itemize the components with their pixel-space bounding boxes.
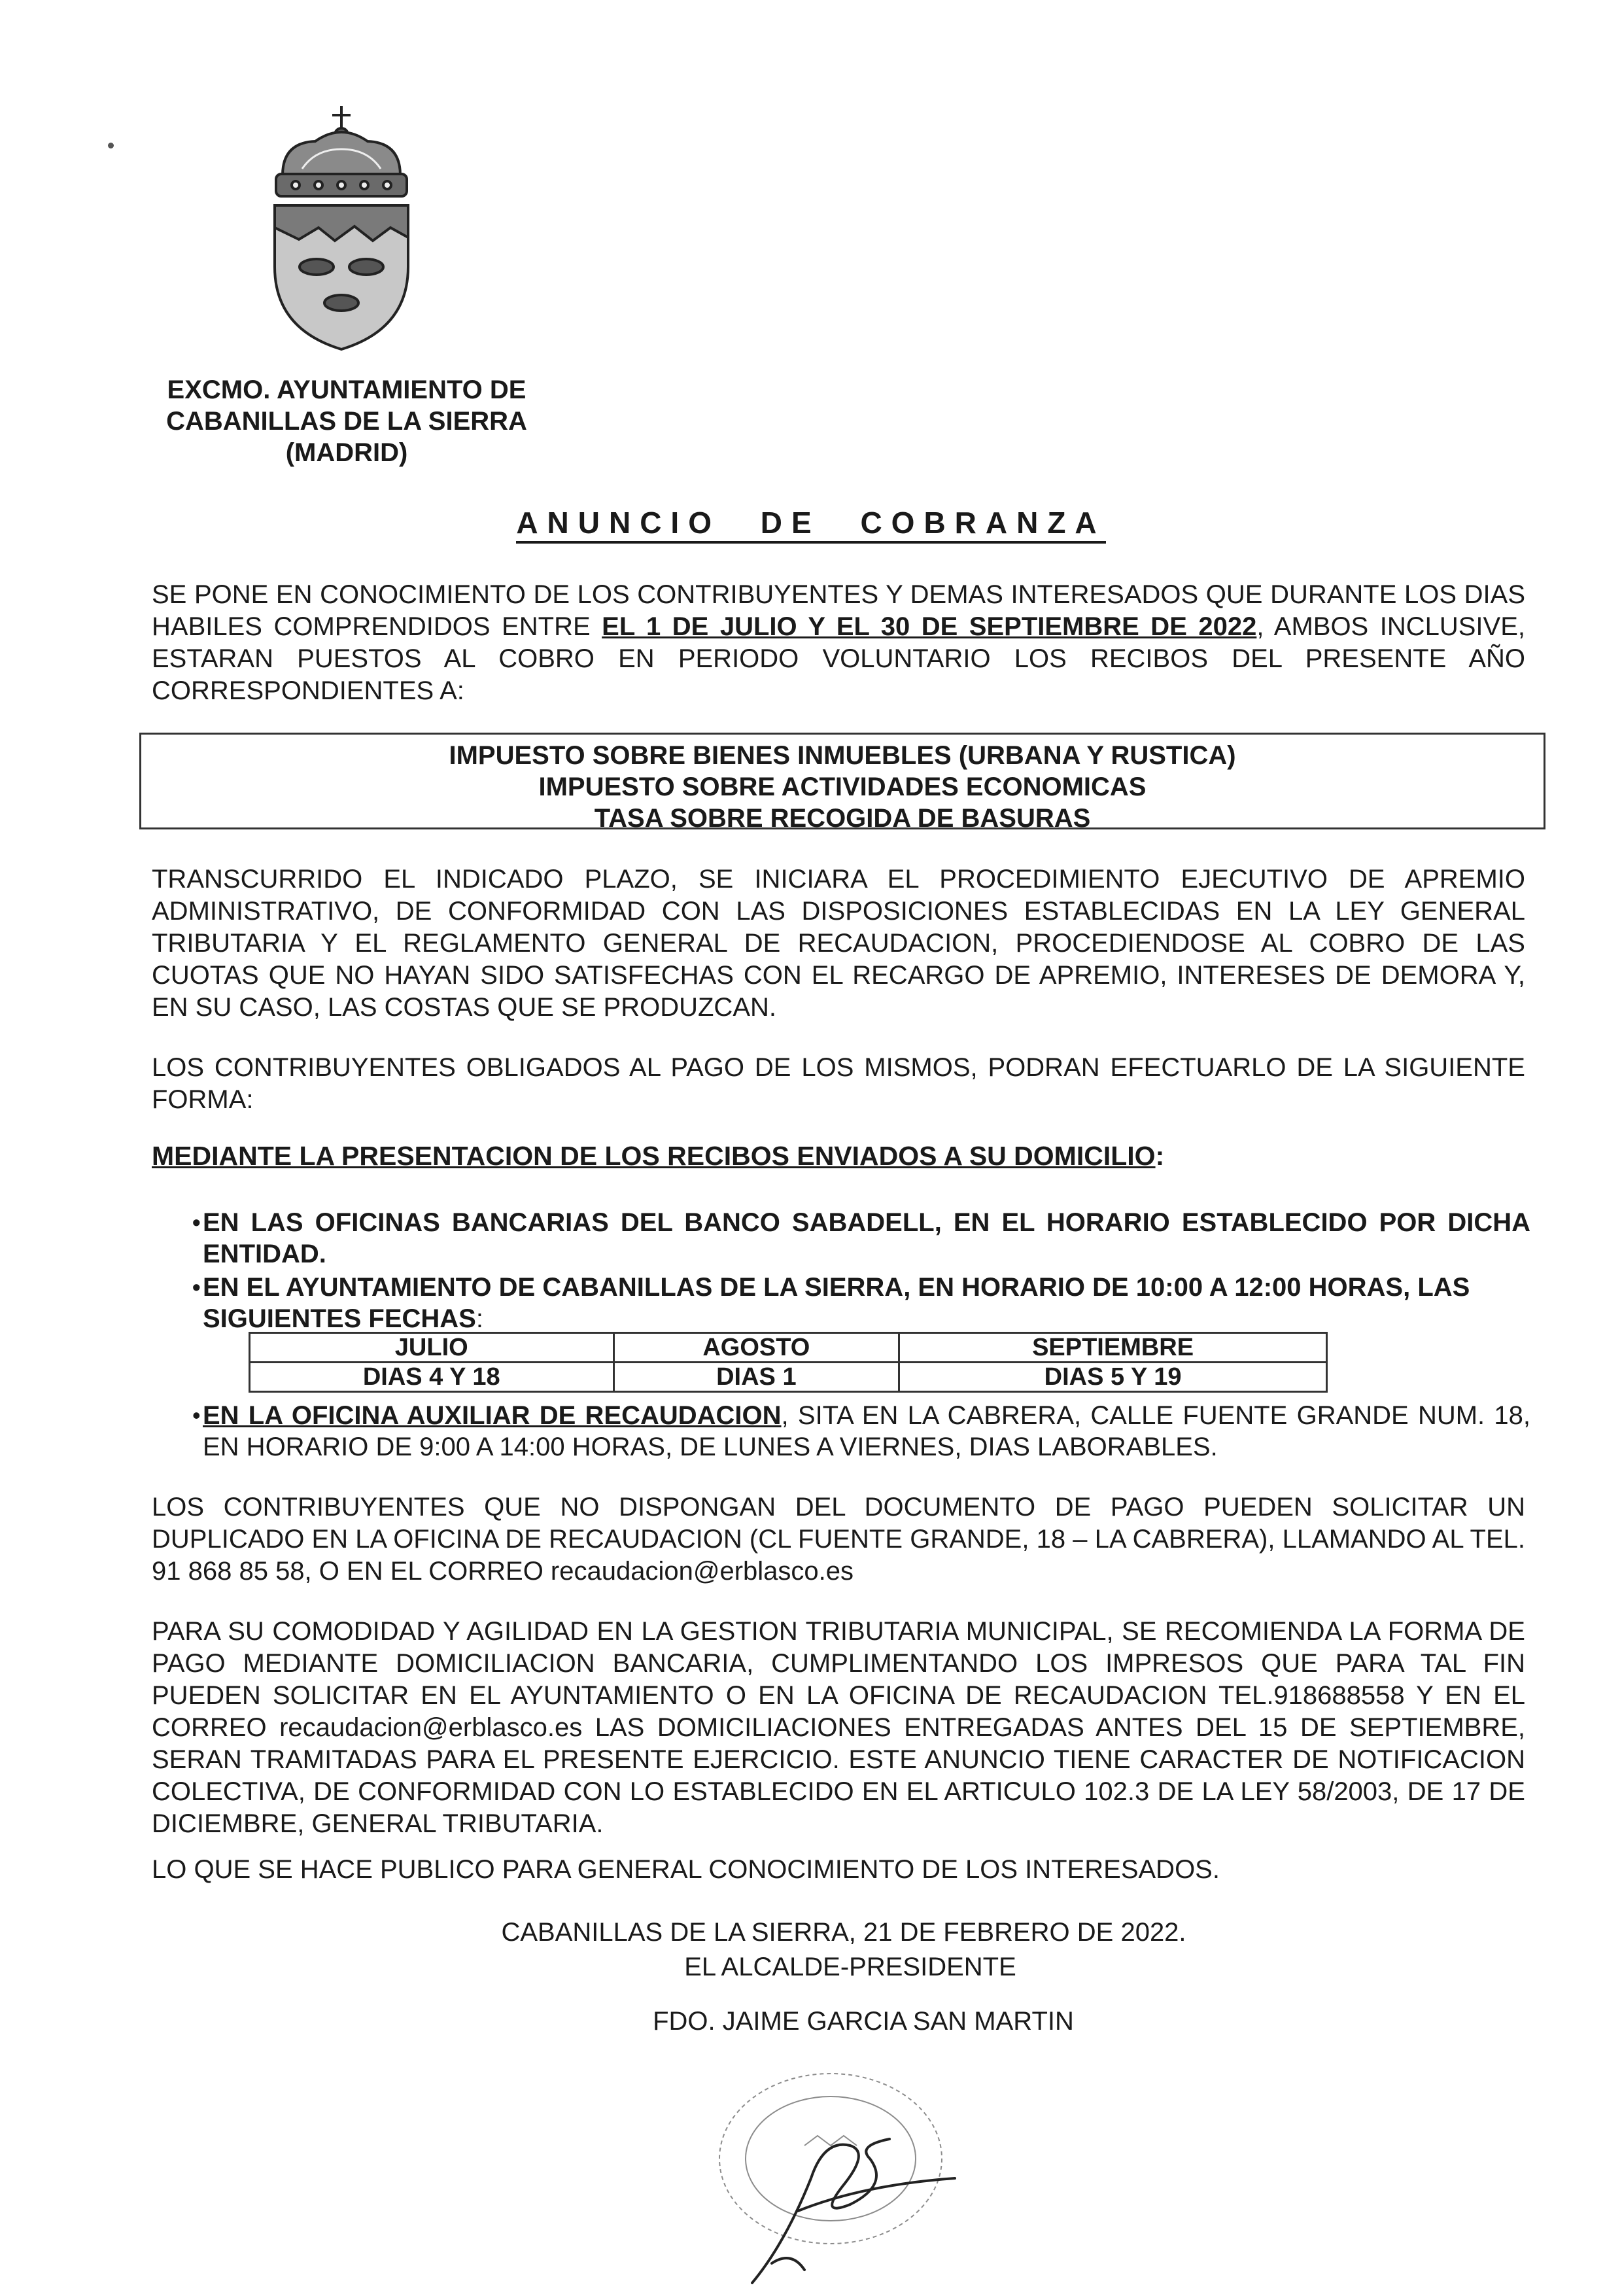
bullet-text: EN EL AYUNTAMIENTO DE CABANILLAS DE LA SIERRA, EN HORARIO DE 10:00 A 12:00 HORAS, LAS SIGUIENTES FECHAS	[203, 1273, 1470, 1333]
schedule-table	[249, 1332, 1328, 1393]
bullet-lead: EN LA OFICINA AUXILIAR DE RECAUDACION	[203, 1401, 782, 1430]
bullet-suffix: :	[475, 1304, 483, 1333]
method-heading	[152, 1141, 1164, 1172]
signature-place-date: CABANILLAS DE LA SIERRA, 21 DE FEBRERO DE 2022.	[501, 1918, 1186, 1947]
page-title	[0, 505, 1622, 540]
table-header-cell: SEPTIEMBRE	[899, 1333, 1327, 1363]
tax-item: IMPUESTO SOBRE BIENES INMUEBLES (URBANA Y RUSTICA)	[449, 741, 1236, 770]
signature-role: EL ALCALDE-PRESIDENTE	[684, 1953, 1016, 1981]
collection-period: EL 1 DE JULIO Y EL 30 DE SEPTIEMBRE DE 2022	[602, 612, 1257, 641]
title-text: ANUNCIO DE COBRANZA	[516, 506, 1105, 544]
bullet-icon: •	[192, 1402, 201, 1429]
org-line-2: CABANILLAS DE LA SIERRA	[166, 407, 527, 436]
table-cell: DIAS 1	[613, 1363, 899, 1392]
bullet-text: , SITA EN LA CABRERA, CALLE FUENTE GRANDE NUM. 18, EN HORARIO DE 9:00 A 14:00 HORAS, DE LUNES A VIERNES, DIAS LABORABLES.	[203, 1401, 1531, 1461]
signature-name: FDO. JAIME GARCIA SAN MARTIN	[653, 2007, 1074, 2036]
table-header-cell: JULIO	[250, 1333, 614, 1363]
table-cell: DIAS 4 Y 18	[250, 1363, 614, 1392]
duplicate-paragraph: LOS CONTRIBUYENTES QUE NO DISPONGAN DEL DOCUMENTO DE PAGO PUEDEN SOLICITAR UN DUPLICADO EN LA OFICINA DE RECAUDACION (CL FUENTE GRANDE, 18 – LA CABRERA), LLAMANDO AL TEL. 91 868 85 58, O EN EL CORREO recaudacion@erblasco.es	[152, 1493, 1525, 1586]
org-line-1: EXCMO. AYUNTAMIENTO DE	[167, 375, 526, 404]
coat-of-arms-icon	[256, 103, 426, 353]
method-heading-suffix: :	[1155, 1141, 1165, 1171]
payment-intro-paragraph: LOS CONTRIBUYENTES OBLIGADOS AL PAGO DE LOS MISMOS, PODRAN EFECTUARLO DE LA SIGUIENTE FORMA:	[152, 1053, 1525, 1114]
method-heading-text: MEDIANTE LA PRESENTACION DE LOS RECIBOS ENVIADOS A SU DOMICILIO	[152, 1141, 1156, 1171]
table-header-cell: AGOSTO	[613, 1333, 899, 1363]
scan-speck	[108, 143, 114, 148]
bullet-icon: •	[192, 1274, 201, 1300]
tax-item: IMPUESTO SOBRE ACTIVIDADES ECONOMICAS	[538, 773, 1147, 801]
org-line-3: (MADRID)	[285, 438, 408, 467]
list-item-auxiliary-office	[192, 1400, 1531, 1463]
list-item-bank	[192, 1207, 1530, 1270]
intro-after: , AMBOS INCLUSIVE, ESTARAN PUESTOS AL COBRO EN PERIODO VOLUNTARIO LOS RECIBOS DEL PRESENTE AÑO CORRESPONDIENTES A:	[152, 612, 1526, 705]
intro-paragraph	[152, 579, 1525, 707]
organization-name	[118, 374, 576, 468]
bullet-text: EN LAS OFICINAS BANCARIAS DEL BANCO SABADELL, EN EL HORARIO ESTABLECIDO POR DICHA ENTIDAD.	[203, 1208, 1530, 1268]
closing-paragraph: LO QUE SE HACE PUBLICO PARA GENERAL CONOCIMIENTO DE LOS INTERESADOS.	[152, 1855, 1220, 1884]
intro-before: SE PONE EN CONOCIMIENTO DE LOS CONTRIBUYENTES Y DEMAS INTERESADOS QUE DURANTE LOS DIAS HABILES COMPRENDIDOS ENTRE	[152, 580, 1525, 641]
direct-debit-paragraph: PARA SU COMODIDAD Y AGILIDAD EN LA GESTION TRIBUTARIA MUNICIPAL, SE RECOMIENDA LA FORMA DE PAGO MEDIANTE DOMICILIACION BANCARIA, CUMPLIMENTANDO LOS IMPRESOS QUE PARA TAL FIN PUEDEN SOLICITAR EN EL AYUNTAMIENTO O EN LA OFICINA DE RECAUDACION TEL.918688558 Y EN EL CORREO recaudacion@erblasco.es LAS DOMICILIACIONES ENTREGADAS ANTES DEL 15 DE SEPTIEMBRE, SERAN TRAMITADAS PARA EL PRESENTE EJERCICIO. ESTE ANUNCIO TIENE CARACTER DE NOTIFICACION COLECTIVA, DE CONFORMIDAD CON LO ESTABLECIDO EN EL ARTICULO 102.3 DE LA LEY 58/2003, DE 17 DE DICIEMBRE, GENERAL TRIBUTARIA.	[152, 1617, 1525, 1838]
table-row	[250, 1333, 1327, 1363]
list-item-town-hall	[192, 1272, 1530, 1334]
bullet-icon: •	[192, 1209, 201, 1236]
taxes-box	[139, 733, 1545, 833]
table-cell: DIAS 5 Y 19	[899, 1363, 1327, 1392]
table-row	[250, 1363, 1327, 1392]
procedure-paragraph: TRANSCURRIDO EL INDICADO PLAZO, SE INICIARA EL PROCEDIMIENTO EJECUTIVO DE APREMIO ADMINISTRATIVO, DE CONFORMIDAD CON LAS DISPOSICIONES ESTABLECIDAS EN LA LEY GENERAL TRIBUTARIA Y EL REGLAMENTO GENERAL DE RECAUDACION, PROCEDIENDOSE AL COBRO DE LAS CUOTAS QUE NO HAYAN SIDO SATISFECHAS CON EL RECARGO DE APREMIO, INTERESES DE DEMORA Y, EN SU CASO, LAS COSTAS QUE SE PRODUZCAN.	[152, 865, 1525, 1022]
official-stamp-and-signature	[654, 2047, 1020, 2296]
tax-item: TASA SOBRE RECOGIDA DE BASURAS	[594, 804, 1091, 833]
